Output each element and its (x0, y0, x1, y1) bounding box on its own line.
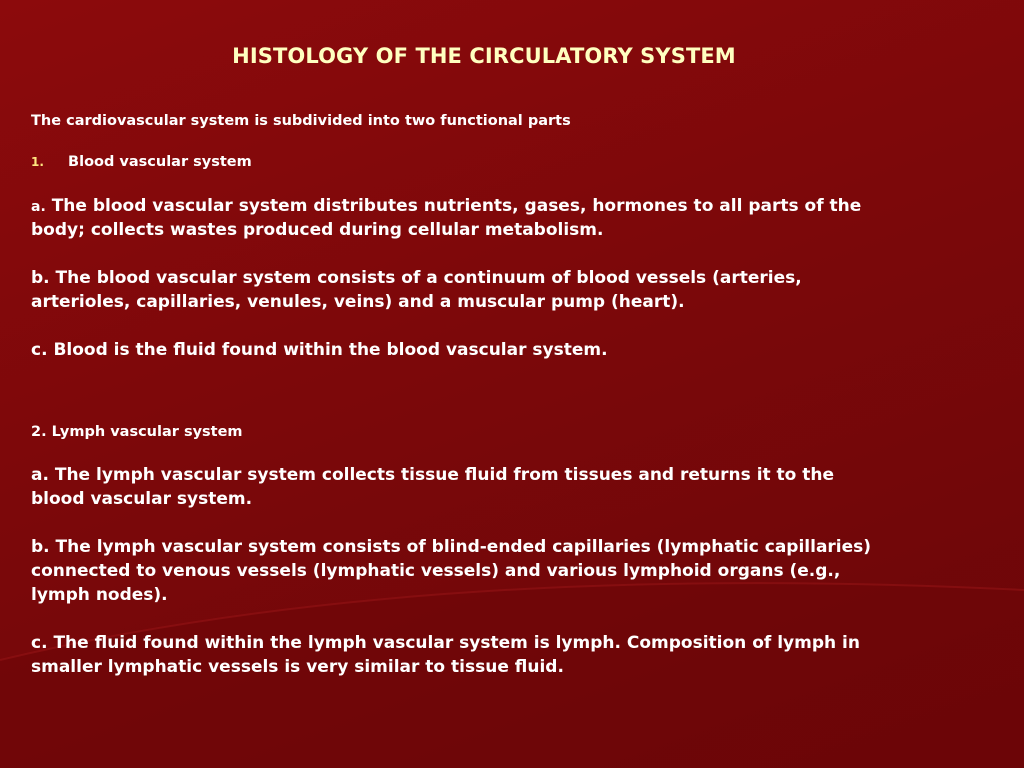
section2-c-line1: c. The fluid found within the lymph vascular system is lymph. Composition of lymph in (31, 633, 860, 653)
section1-b-line2: arterioles, capillaries, venules, veins) and a muscular pump (heart). (31, 292, 685, 312)
section1-heading-row (31, 154, 252, 170)
slide-title: HISTOLOGY OF THE CIRCULATORY SYSTEM (232, 44, 736, 68)
section2-c-line2: smaller lymphatic vessels is very similar to tissue fluid. (31, 657, 564, 677)
section1-c-line1: c. Blood is the fluid found within the blood vascular system. (31, 340, 608, 360)
section1-number: 1. (31, 155, 44, 169)
section2-a-line2: blood vascular system. (31, 489, 253, 509)
section1-b-line1: b. The blood vascular system consists of a continuum of blood vessels (arteries, (31, 268, 802, 288)
section1-a-label: a. (31, 199, 46, 215)
section2-b-line2: connected to venous vessels (lymphatic vessels) and various lymphoid organs (e.g., (31, 561, 841, 581)
section1-a-line1: The blood vascular system distributes nutrients, gases, hormones to all parts of the (51, 196, 862, 216)
section1-a-line2: body; collects wastes produced during cellular metabolism. (31, 220, 604, 240)
section1-heading: Blood vascular system (68, 154, 252, 170)
section2-a-line1: a. The lymph vascular system collects tissue fluid from tissues and returns it to the (31, 465, 835, 485)
intro-text: The cardiovascular system is subdivided into two functional parts (31, 113, 571, 129)
section1-a-line1-row (31, 196, 861, 216)
section2-b-line1: b. The lymph vascular system consists of blind-ended capillaries (lymphatic capillaries) (31, 537, 872, 557)
section2-b-line3: lymph nodes). (31, 585, 168, 605)
section2-heading: 2. Lymph vascular system (31, 424, 243, 440)
